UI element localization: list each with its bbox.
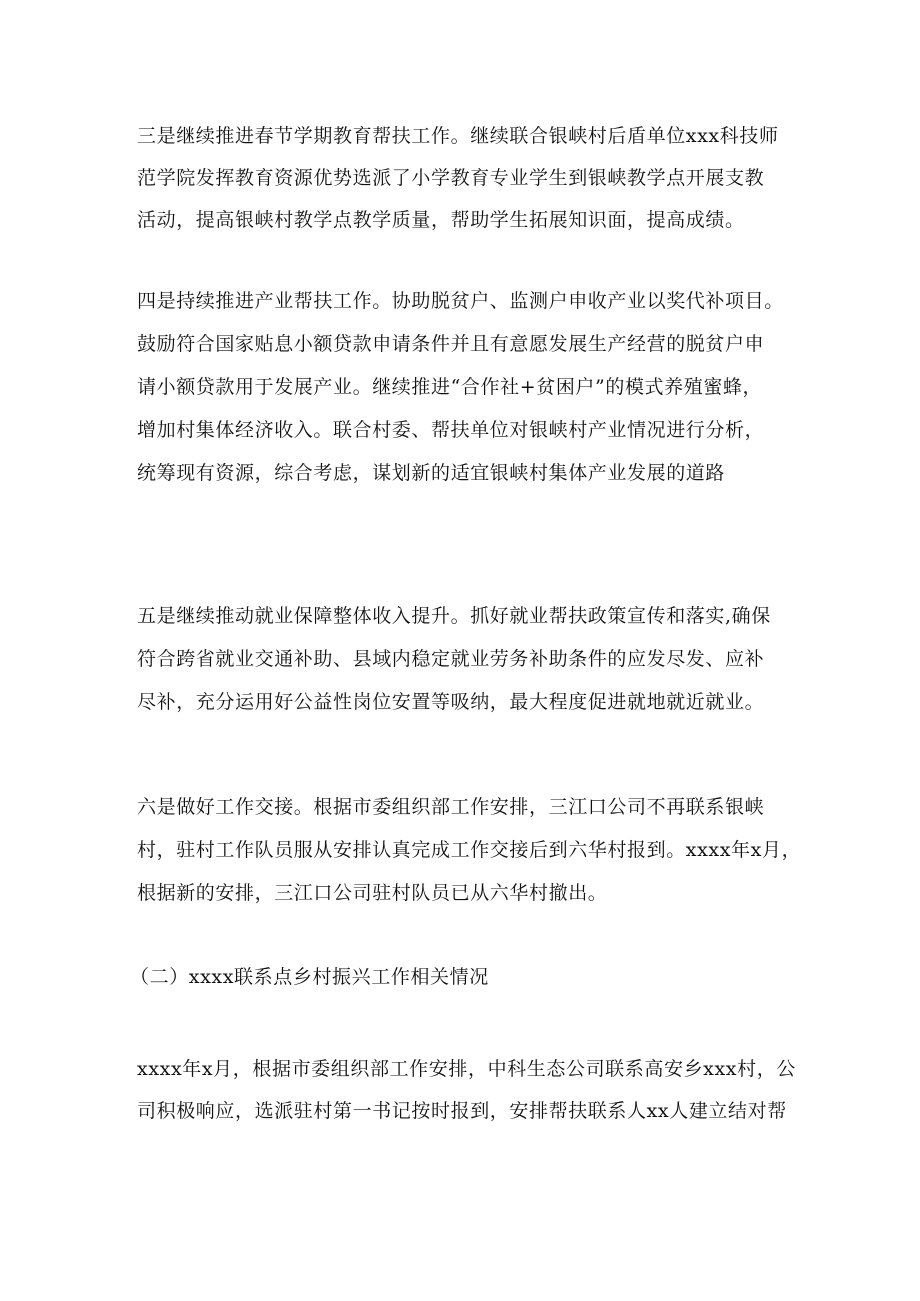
paragraph-contact-point [137,1059,797,1121]
text-line: 符合跨省就业交通补助、县域内稳定就业劳务补助条件的应发尽发、应补 [137,648,765,670]
text-line: 六是做好工作交接。根据市委组织部工作安排，三江口公司不再联系银峡 [137,796,765,818]
paragraph-education-support [137,126,797,230]
text-line: 尽补，充分运用好公益性岗位安置等吸纳，最大程度促进就地就近就业。 [137,691,765,713]
text-line: 鼓励符合国家贴息小额贷款申请条件并且有意愿发展生产经营的脱贫户申 [137,333,765,355]
text-line: 请小额贷款用于发展产业。继续推进“合作社+贫困户”的模式养殖蜜蜂， [137,376,763,398]
text-line: 三是继续推进春节学期教育帮扶工作。继续联合银峡村后盾单位xxx科技师 [137,125,779,147]
text-line: 四是持续推进产业帮扶工作。协助脱贫户、监测户申收产业以奖代补项目。 [137,290,784,312]
text-line: 根据新的安排，三江口公司驻村队员已从六华村撤出。 [137,882,608,904]
text-line: 村，驻村工作队员服从安排认真完成工作交接后到六华村报到。xxxx年x月， [137,839,802,861]
paragraph-employment-support [137,606,797,712]
text-line: 司积极响应，选派驻村第一书记按时报到，安排帮扶联系人xx人建立结对帮 [137,1100,787,1122]
text-line: 活动，提高银峡村教学点教学质量，帮助学生拓展知识面，提高成绩。 [137,209,745,231]
paragraph-work-handover [137,796,802,904]
paragraph-industry-support [137,291,797,483]
text-line: 范学院发挥教育资源优势选派了小学教育专业学生到银峡教学点开展支教 [137,167,765,189]
text-line: 统筹现有资源，综合考虑，谋划新的适宜银峡村集体产业发展的道路 [137,462,726,484]
section-heading-text: （二）xxxx联系点乡村振兴工作相关情况 [130,966,489,988]
section-heading [130,967,790,987]
text-line: 五是继续推动就业保障整体收入提升。抓好就业帮扶政策宣传和落实,确保 [137,605,771,627]
text-line: xxxx年x月，根据市委组织部工作安排，中科生态公司联系高安乡xxx村，公 [137,1058,796,1080]
text-line: 增加村集体经济收入。联合村委、帮扶单位对银峡村产业情况进行分析， [137,419,765,441]
